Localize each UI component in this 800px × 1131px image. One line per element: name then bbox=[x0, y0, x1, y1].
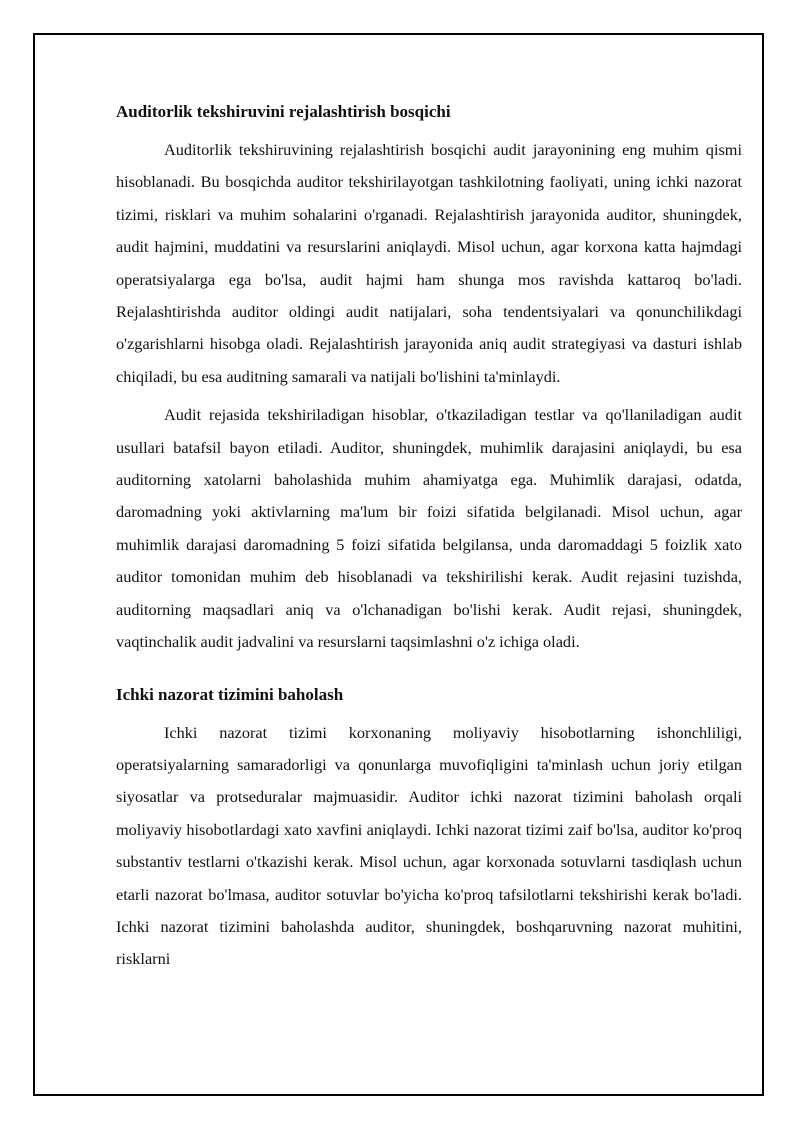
section-heading-planning: Auditorlik tekshiruvini rejalashtirish bosqichi bbox=[116, 102, 451, 121]
paragraph-internal-control: Ichki nazorat tizimi korxonaning moliyaviy hisobotlarning ishonchliligi, operatsiyalarning samaradorligi va qonunlarga muvofiqligini ta'minlash uchun joriy etilgan siyosatlar va protseduralar majmuasidir. Auditor ichki nazorat tizimini baholash orqali moliyaviy hisobotlardagi xato xavfini aniqlaydi. Ichki nazorat tizimi zaif bo'lsa, auditor ko'proq substantiv testlarni o'tkazishi kerak. Misol uchun, agar korxonada sotuvlarni tasdiqlash uchun etarli nazorat bo'lmasa, auditor sotuvlar bo'yicha ko'proq tafsilotlarni tekshirishi kerak bo'ladi. Ichki nazorat tizimini baholashda auditor, shuningdek, boshqaruvning nazorat muhitini, risklarni bbox=[116, 722, 742, 969]
section-heading-internal-control: Ichki nazorat tizimini baholash bbox=[116, 684, 344, 704]
paragraph-planning-intro: Auditorlik tekshiruvining rejalashtirish bosqichi audit jarayonining eng muhim qismi hisoblanadi. Bu bosqichda auditor tekshirilayotgan tashkilotning faoliyati, uning ichki nazorat tizimi, risklari va muhim sohalarini o'rganadi. Rejalashtirish jarayonida auditor, shuningdek, audit hajmini, muddatini va resurslarini aniqlaydi. Misol uchun, agar korxona katta hajmdagi operatsiyalarga ega bo'lsa, audit hajmi ham shunga mos ravishda kattaroq bo'ladi. Rejalashtirishda auditor oldingi audit natijalari, soha tendentsiyalari va qonunchilikdagi o'zgarishlarni hisobga oladi. Rejalashtirish jarayonida aniq audit strategiyasi va dasturi ishlab chiqiladi, bu esa auditning samarali va natijali bo'lishini ta'minlaydi. bbox=[116, 140, 742, 386]
paragraph-audit-plan: Audit rejasida tekshiriladigan hisoblar, o'tkaziladigan testlar va qo'llaniladigan audit usullari batafsil bayon etiladi. Auditor, shuningdek, muhimlik darajasini aniqlaydi, bu esa auditorning xatolarni baholashida muhim ahamiyatga ega. Muhimlik darajasi, odatda, daromadning yoki aktivlarning ma'lum bir foizi sifatida belgilanadi. Misol uchun, agar muhimlik darajasi daromadning 5 foizi sifatida belgilansa, unda daromaddagi 5 foizlik xato auditor tomonidan muhim deb hisoblanadi va tekshirilishi kerak. Audit rejasini tuzishda, auditorning maqsadlari aniq va o'lchanadigan bo'lishi kerak. Audit rejasi, shuningdek, vaqtinchalik audit jadvalini va resurslarni taqsimlashni o'z ichiga oladi. bbox=[116, 405, 742, 652]
document-body bbox=[116, 98, 742, 982]
